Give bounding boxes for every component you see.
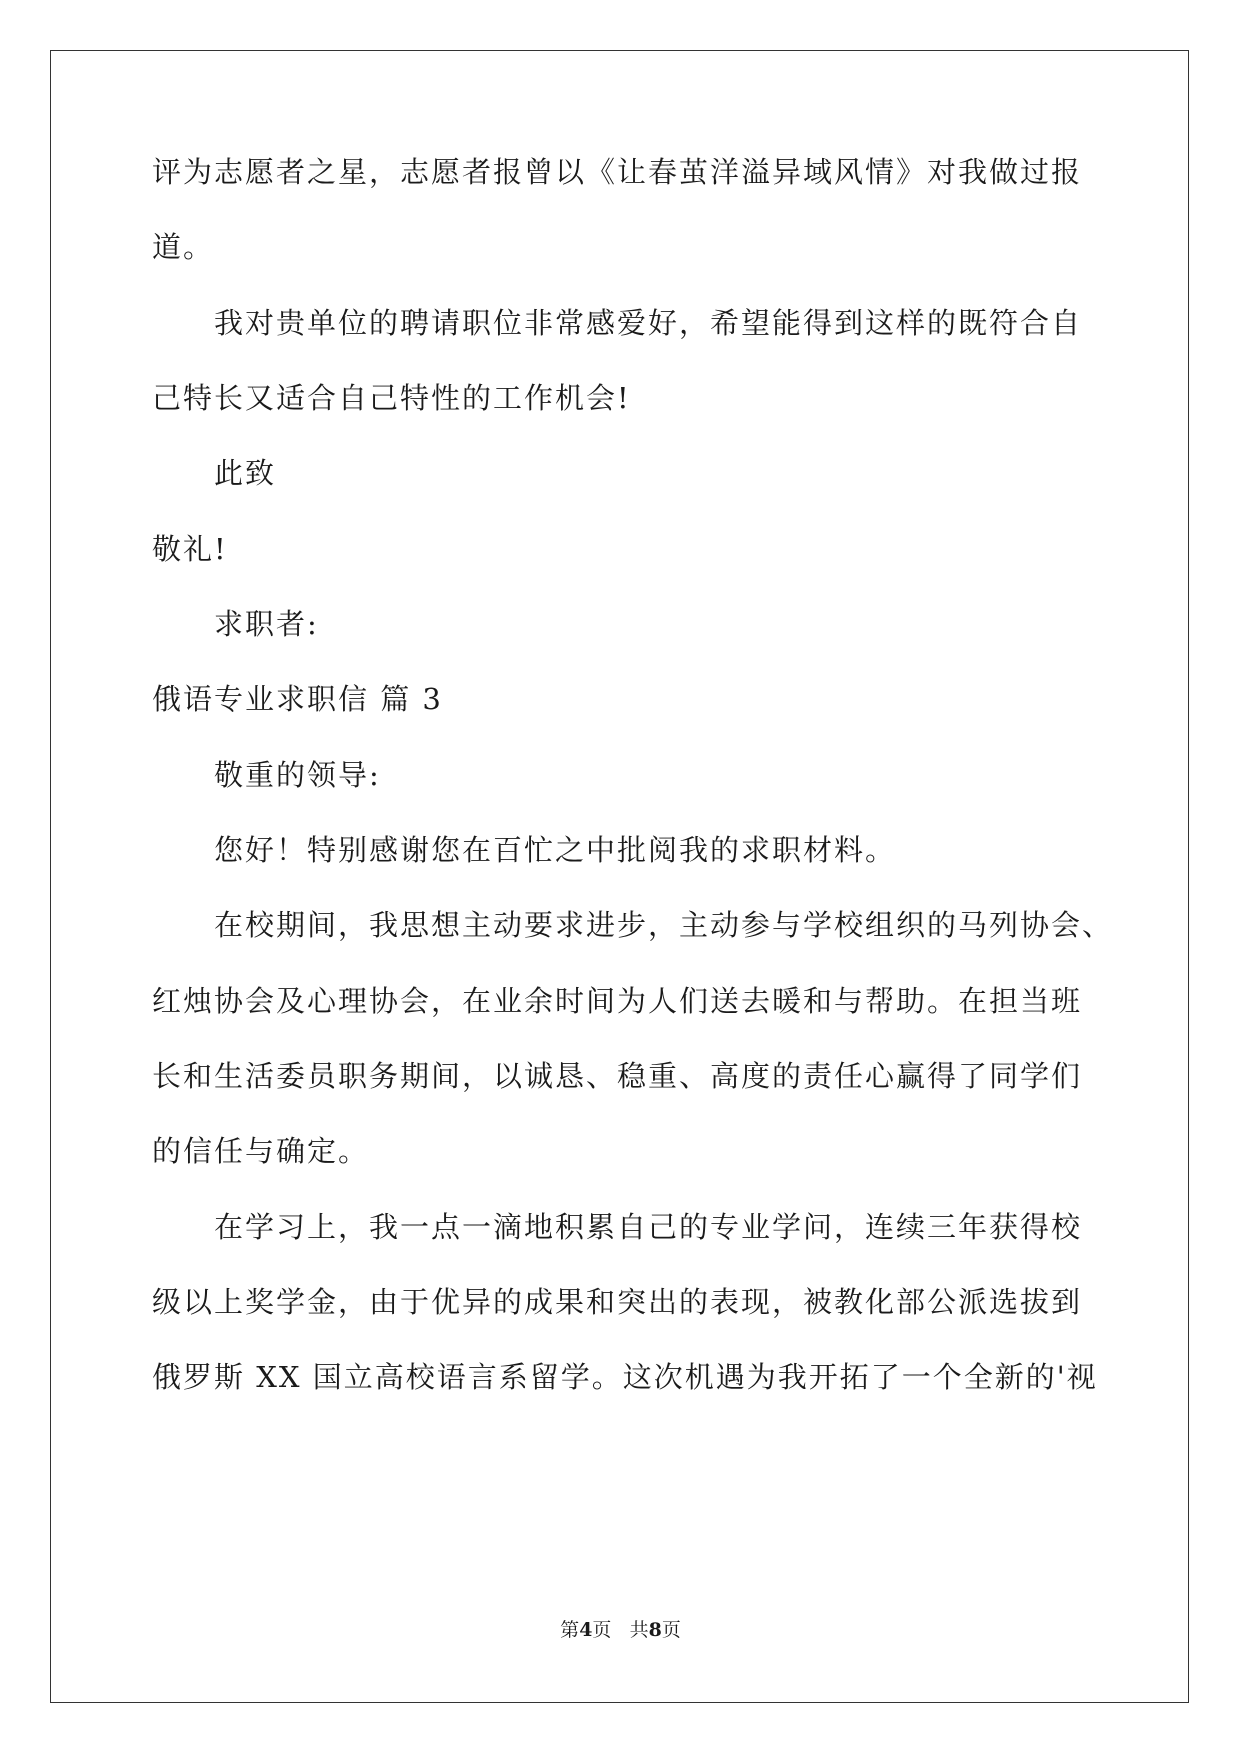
text-line: 长和生活委员职务期间，以诚恳、稳重、高度的责任心赢得了同学们: [152, 1059, 1083, 1093]
signature-label: 求职者:: [214, 607, 319, 641]
paragraph-line: 在校期间，我思想主动要求进步，主动参与学校组织的马列协会、: [214, 908, 1114, 942]
paragraph-line: 您好！特别感谢您在百忙之中批阅我的求职材料。: [214, 833, 897, 867]
page-suffix: 页: [592, 1619, 612, 1641]
page-number: 4: [579, 1619, 593, 1641]
page-footer: [0, 1618, 1241, 1642]
paragraph-line: 我对贵单位的聘请职位非常感爱好，希望能得到这样的既符合自: [214, 306, 1083, 340]
closing-salutation: 此致: [214, 456, 277, 490]
closing-regards: 敬礼!: [152, 532, 228, 566]
text-line: 评为志愿者之星，志愿者报曾以《让春茧洋溢异域风情》对我做过报: [152, 155, 1083, 189]
text-line: 级以上奖学金，由于优异的成果和突出的表现，被教化部公派选拔到: [152, 1285, 1083, 1319]
paragraph-line: 在学习上，我一点一滴地积累自己的专业学问，连续三年获得校: [214, 1210, 1083, 1244]
page-border: [50, 50, 1189, 1703]
text-line: 红烛协会及心理协会，在业余时间为人们送去暖和与帮助。在担当班: [152, 984, 1083, 1018]
section-heading: 俄语专业求职信 篇 3: [152, 682, 443, 716]
text-line: 俄罗斯 XX 国立高校语言系留学。这次机遇为我开拓了一个全新的'视: [152, 1360, 1098, 1394]
total-pages: 8: [648, 1619, 662, 1641]
page-prefix: 第: [560, 1619, 580, 1641]
text-line: 己特长又适合自己特性的工作机会!: [152, 381, 631, 415]
greeting: 敬重的领导:: [214, 758, 381, 792]
total-prefix: 共: [629, 1619, 649, 1641]
text-line: 的信任与确定。: [152, 1134, 370, 1168]
total-suffix: 页: [661, 1619, 681, 1641]
text-line: 道。: [152, 230, 215, 264]
